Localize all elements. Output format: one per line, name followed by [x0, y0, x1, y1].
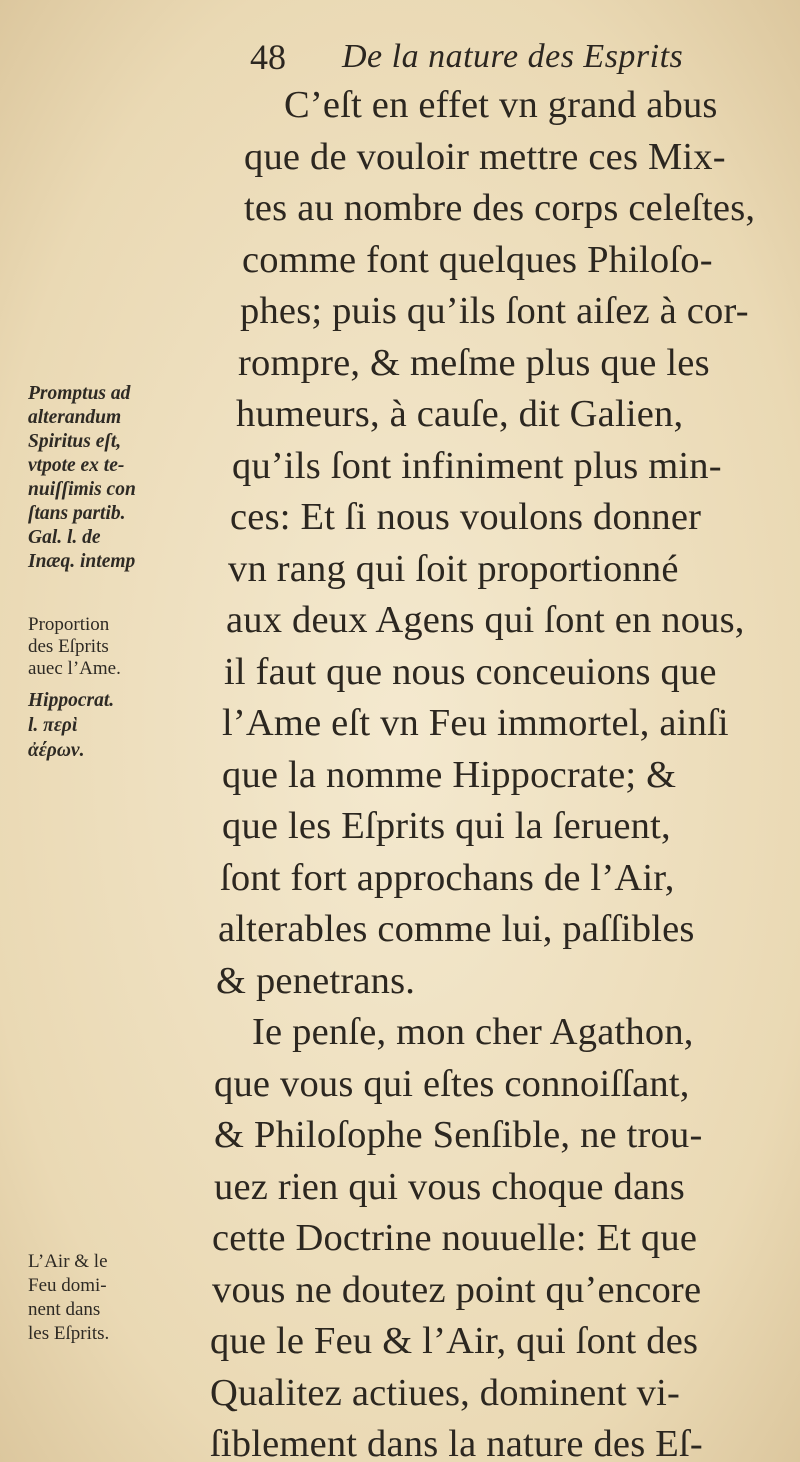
margin-note-line: des Eſprits	[28, 636, 109, 657]
text-line: que de vouloir mettre ces Mix-	[244, 135, 726, 178]
margin-note-hippocrates	[28, 688, 208, 763]
margin-note-line: nuiſſimis con	[28, 479, 136, 500]
margin-note-line: les Eſprits.	[28, 1323, 110, 1344]
margin-note-line: Spiritus eſt,	[28, 431, 122, 452]
text-line: & penetrans.	[216, 959, 416, 1002]
text-line: vous ne doutez point qu’encore	[212, 1268, 702, 1311]
text-line: que vous qui eſtes connoiſſant,	[214, 1062, 690, 1105]
margin-note-line: ἀέρων.	[28, 740, 85, 761]
text-line: comme font quelques Philoſo-	[242, 238, 713, 281]
text-line: humeurs, à cauſe, dit Galien,	[236, 393, 684, 435]
text-line: que les Eſprits qui la ſeruent,	[222, 805, 671, 847]
text-line: rompre, & meſme plus que les	[238, 341, 710, 384]
text-line: cette Doctrine nouuelle: Et que	[212, 1217, 698, 1259]
text-line: phes; puis qu’ils ſont aiſez à cor-	[240, 290, 749, 332]
text-line: que le Feu & l’Air, qui ſont des	[210, 1320, 699, 1362]
text-line: l’Ame eſt vn Feu immortel, ainſi	[222, 702, 729, 744]
margin-note-line: vtpote ex te-	[28, 455, 125, 476]
margin-note-air	[28, 1250, 208, 1346]
page-number: 48	[250, 37, 286, 77]
margin-note-line: Hippocrat.	[28, 690, 115, 711]
margin-note-line: ſtans partib.	[28, 503, 126, 524]
margin-note-line: Inæq. intemp	[28, 551, 136, 572]
margin-note-galen	[28, 382, 208, 574]
margin-note-line: Promptus ad	[28, 383, 131, 404]
margin-note-line: Feu domi-	[28, 1275, 107, 1296]
margin-note-line: auec l’Ame.	[28, 658, 121, 679]
text-line: tes au nombre des corps celeſtes,	[244, 187, 756, 229]
margin-note-line: l. περὶ	[28, 715, 78, 736]
margin-note-line: nent dans	[28, 1299, 101, 1320]
text-line: qu’ils ſont infiniment plus min-	[232, 444, 722, 487]
margin-note-line: Proportion	[28, 614, 110, 635]
text-line: il faut que nous conceuions que	[224, 650, 717, 693]
text-line: alterables comme lui, paſſibles	[218, 908, 695, 950]
margin-note-line: L’Air & le	[28, 1251, 108, 1272]
text-line: que la nomme Hippocrate; &	[222, 753, 677, 796]
text-line: Qualitez actiues, dominent vi-	[210, 1371, 680, 1414]
main-text	[210, 80, 782, 1462]
margin-note-proportion	[28, 614, 208, 680]
text-line: ſiblement dans la nature des Eſ-	[210, 1423, 703, 1462]
text-line: C’eſt en effet vn grand abus	[284, 84, 718, 126]
margin-note-line: Gal. l. de	[28, 527, 101, 548]
text-line: ſont fort approchans de l’Air,	[220, 856, 675, 899]
running-head: De la nature des Esprits	[342, 38, 684, 75]
text-line: uez rien qui vous choque dans	[214, 1165, 685, 1208]
margin-note-line: alterandum	[28, 407, 122, 428]
text-line: vn rang qui ſoit proportionné	[228, 547, 679, 590]
text-line: Ie penſe, mon cher Agathon,	[252, 1011, 694, 1053]
text-line: & Philoſophe Senſible, ne trou-	[214, 1114, 703, 1156]
text-line: aux deux Agens qui ſont en nous,	[226, 599, 745, 641]
text-line: ces: Et ſi nous voulons donner	[230, 496, 702, 538]
